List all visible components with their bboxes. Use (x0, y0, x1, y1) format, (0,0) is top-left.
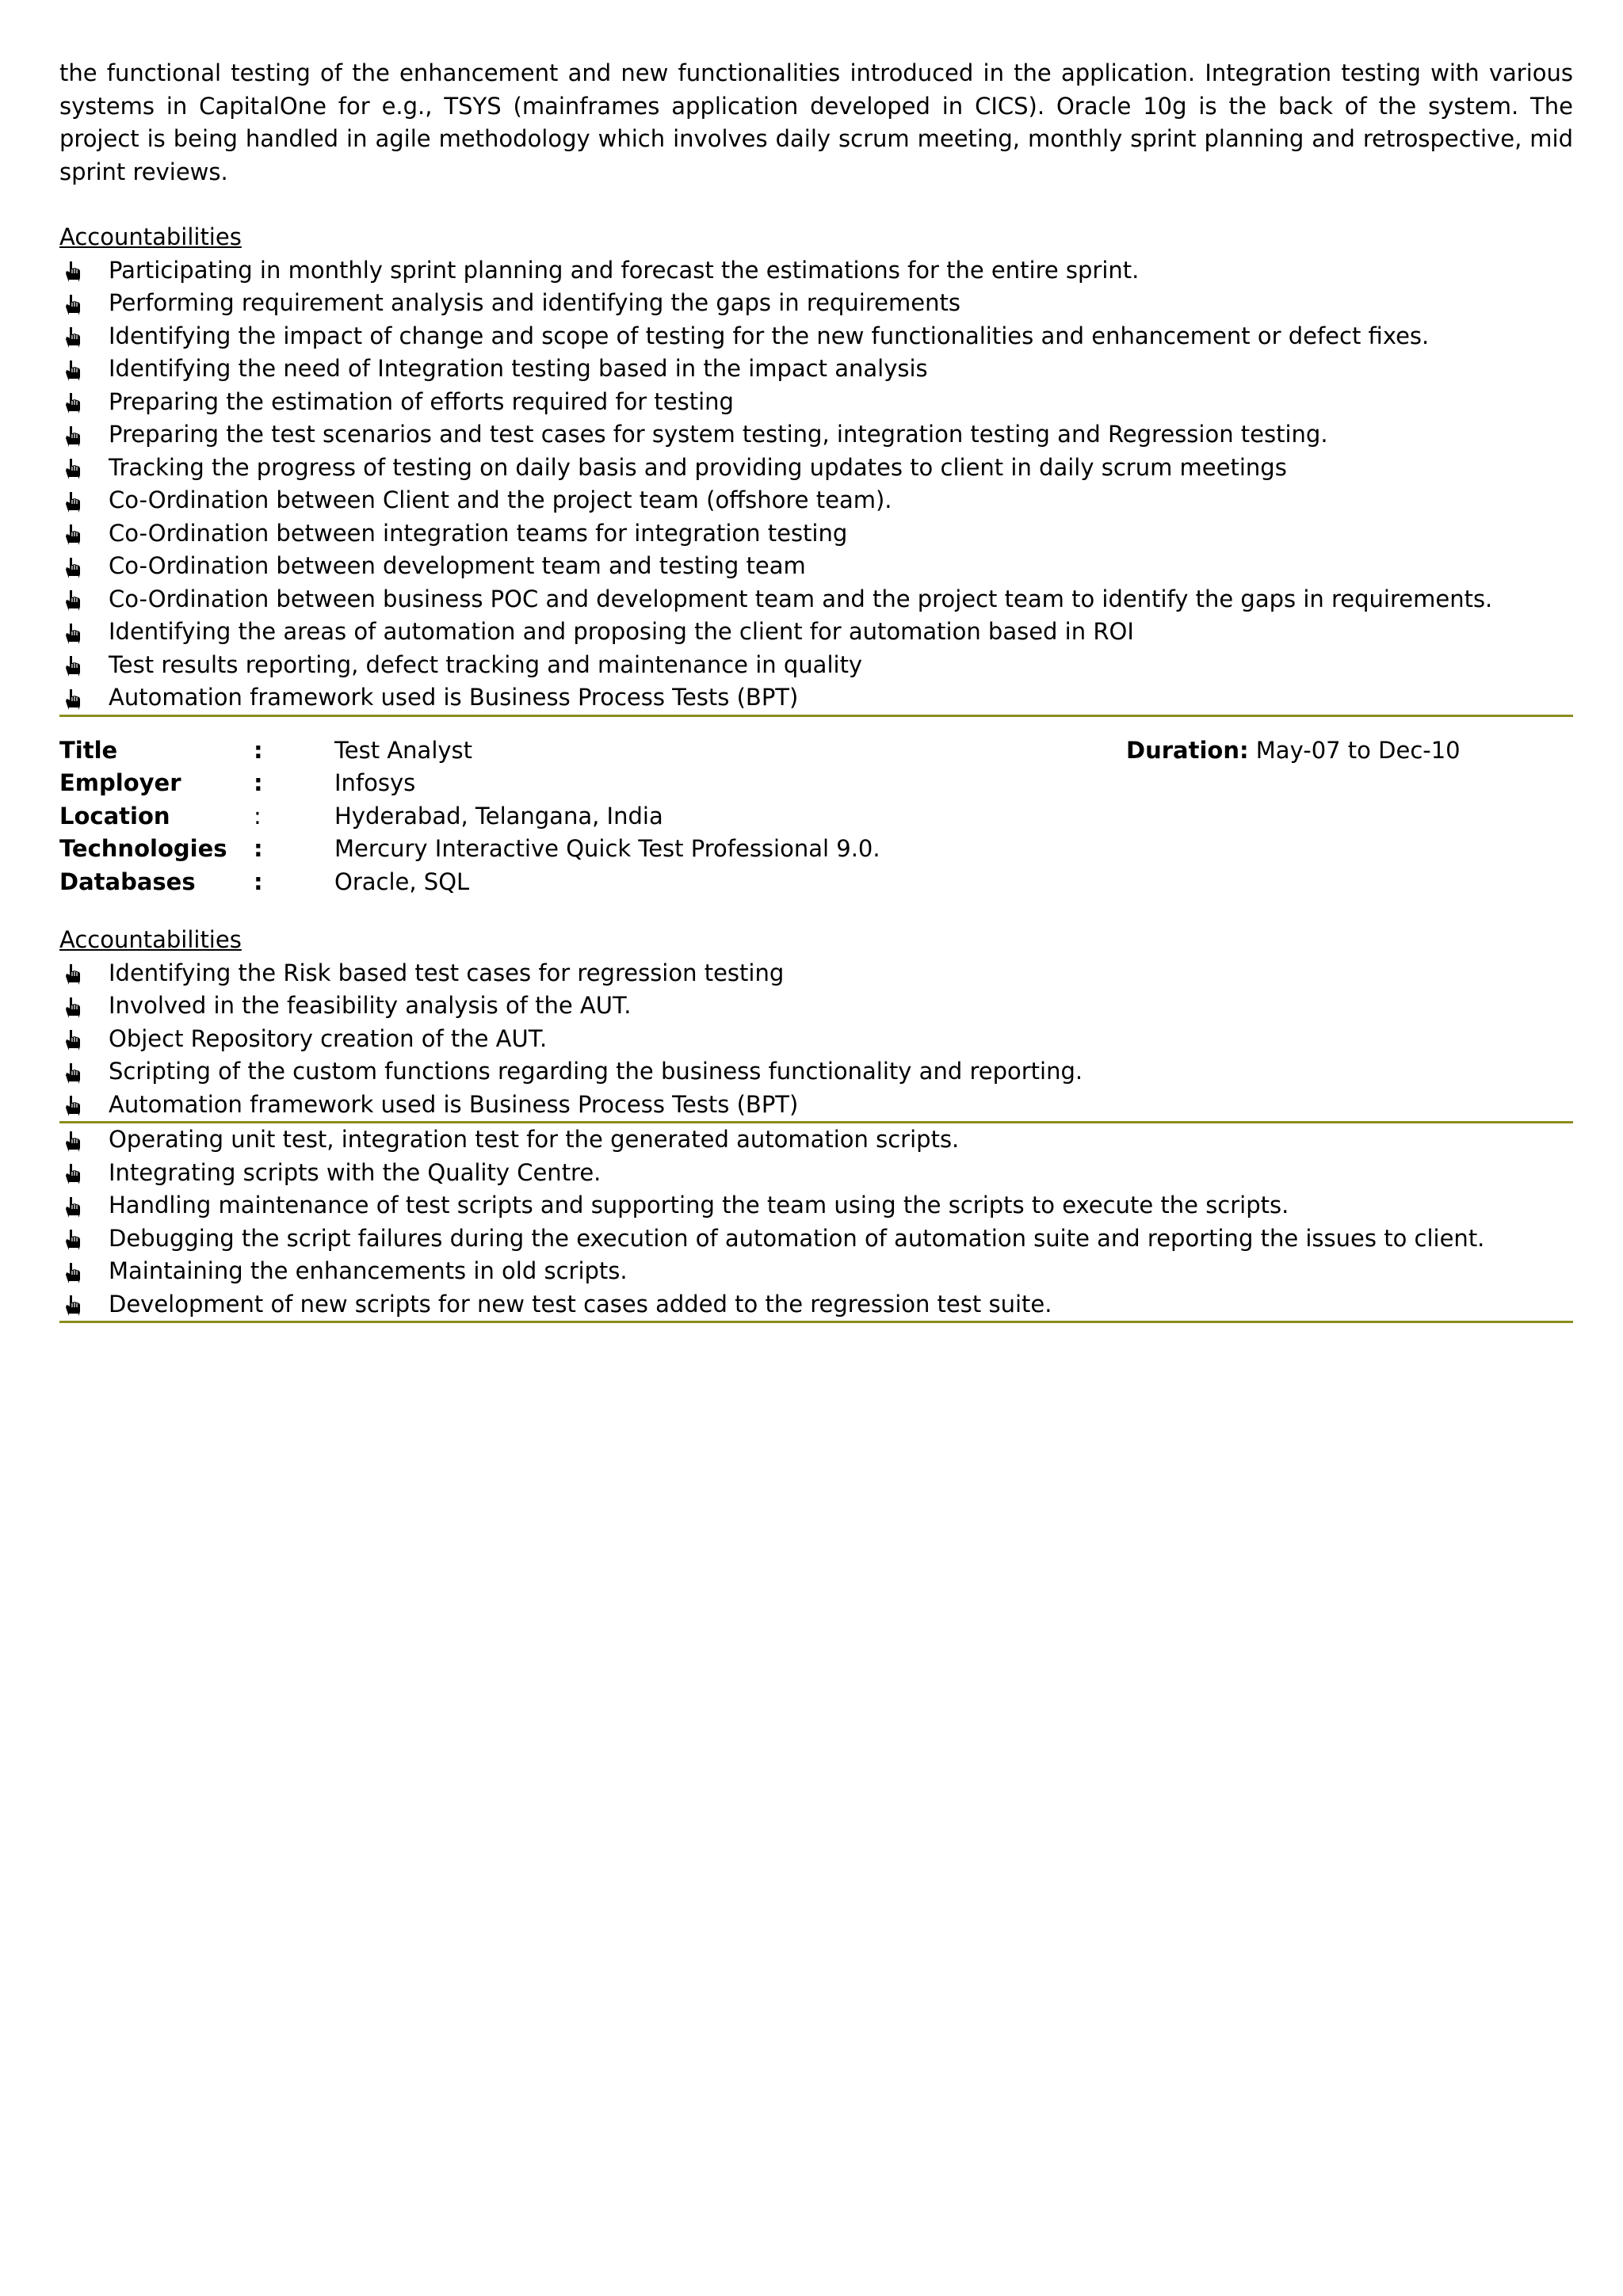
location-separator: : (254, 802, 262, 830)
pointing-hand-icon (64, 555, 82, 578)
list-item-text: Co-Ordination between business POC and development team and the project team to identify the gaps in requirements. (109, 585, 1493, 612)
list-item-text: Involved in the feasibility analysis of the AUT. (109, 992, 632, 1019)
pointing-hand-icon (64, 1093, 82, 1116)
list-item (59, 1189, 1573, 1222)
list-item-text: Co-Ordination between integration teams for integration testing (109, 519, 848, 547)
list-item (59, 616, 1573, 649)
list-item-text: Automation framework used is Business Process Tests (BPT) (109, 684, 799, 711)
pointing-hand-icon (64, 325, 82, 347)
list-item-text: Integrating scripts with the Quality Centre. (109, 1158, 601, 1186)
pointing-hand-icon (64, 358, 82, 380)
list-item-text: Identifying the Risk based test cases for regression testing (109, 959, 785, 986)
spacer (59, 189, 1573, 221)
pointing-hand-icon (64, 259, 82, 281)
pointing-hand-icon (64, 490, 82, 512)
pointing-hand-icon (64, 456, 82, 479)
list-item-text: Test results reporting, defect tracking and maintenance in quality (109, 650, 863, 678)
pointing-hand-icon (64, 292, 82, 315)
list-item (59, 254, 1573, 288)
pointing-hand-icon (64, 995, 82, 1017)
job-title-row (59, 734, 1573, 768)
list-item (59, 517, 1573, 551)
pointing-hand-icon (64, 424, 82, 446)
title-value: Test Analyst (334, 736, 473, 764)
location-value: Hyderabad, Telangana, India (334, 802, 663, 830)
list-item (59, 1288, 1573, 1322)
list-item-text: Co-Ordination between development team and testing team (109, 552, 806, 579)
list-item-text: Object Repository creation of the AUT. (109, 1024, 548, 1052)
list-item (59, 452, 1573, 485)
employer-label: Employer (59, 769, 181, 796)
list-item (59, 649, 1573, 682)
pointing-hand-icon (64, 654, 82, 676)
list-item (59, 287, 1573, 320)
databases-value: Oracle, SQL (334, 868, 470, 895)
pointing-hand-icon (64, 1028, 82, 1050)
list-item-text: Performing requirement analysis and identifying the gaps in requirements (109, 289, 960, 316)
list-item (59, 1023, 1573, 1056)
list-item-text: Preparing the estimation of efforts required for testing (109, 387, 734, 415)
list-item (59, 1089, 1573, 1122)
list-item (59, 353, 1573, 386)
list-item-text: Development of new scripts for new test cases added to the regression test suite. (109, 1290, 1052, 1318)
title-separator: : (254, 736, 263, 764)
databases-separator: : (254, 868, 263, 895)
pointing-hand-icon (64, 1227, 82, 1249)
accountabilities-list-2a (59, 957, 1573, 1122)
list-item-text: Identifying the areas of automation and proposing the client for automation based in ROI (109, 618, 1134, 645)
technologies-row (59, 833, 1573, 866)
list-item-text: Operating unit test, integration test for the generated automation scripts. (109, 1126, 960, 1153)
list-item-text: Maintaining the enhancements in old scripts. (109, 1257, 628, 1284)
list-item-text: Identifying the need of Integration testing based in the impact analysis (109, 355, 928, 382)
list-item (59, 1055, 1573, 1089)
spacer (59, 717, 1573, 734)
title-label: Title (59, 736, 118, 764)
list-item-text: Tracking the progress of testing on daily basis and providing updates to client in daily scrum meetings (109, 453, 1287, 481)
job-details (59, 734, 1573, 899)
duration (1126, 734, 1461, 768)
list-item (59, 681, 1573, 715)
pointing-hand-icon (64, 1161, 82, 1184)
project-description: the functional testing of the enhancement and new functionalities introduced in the application. Integration testing with various systems in CapitalOne for e.g., TSYS (mainframes application developed in CICS). Oracle 10g is the back of the system. The project is being handled in agile methodology which involves daily scrum meeting, monthly sprint planning and retrospective, mid sprint reviews. (59, 59, 1573, 185)
location-label: Location (59, 802, 170, 830)
list-item (59, 583, 1573, 616)
list-item-text: Automation framework used is Business Process Tests (BPT) (109, 1090, 799, 1118)
accountabilities-heading: Accountabilities (59, 223, 242, 250)
duration-label: Duration: (1126, 736, 1249, 764)
list-item (59, 1222, 1573, 1256)
list-item (59, 1255, 1573, 1288)
pointing-hand-icon (64, 687, 82, 709)
list-item (59, 550, 1573, 583)
pointing-hand-icon (64, 962, 82, 984)
list-item (59, 990, 1573, 1023)
list-item (59, 484, 1573, 517)
duration-value: May-07 to Dec-10 (1255, 736, 1461, 764)
section-divider (59, 1321, 1573, 1323)
technologies-value: Mercury Interactive Quick Test Professional 9.0. (334, 835, 880, 862)
employer-separator: : (254, 769, 263, 796)
list-item (59, 386, 1573, 419)
pointing-hand-icon (64, 1195, 82, 1217)
pointing-hand-icon (64, 391, 82, 413)
accountabilities-heading-2: Accountabilities (59, 926, 242, 953)
list-item-text: Participating in monthly sprint planning and forecast the estimations for the entire sprint. (109, 256, 1140, 284)
list-item-text: Co-Ordination between Client and the project team (offshore team). (109, 486, 892, 513)
databases-label: Databases (59, 868, 196, 895)
spacer (59, 898, 1573, 924)
list-item-text: Preparing the test scenarios and test cases for system testing, integration testing and Regression testing. (109, 421, 1328, 448)
pointing-hand-icon (64, 1061, 82, 1083)
employer-value: Infosys (334, 769, 416, 796)
pointing-hand-icon (64, 1261, 82, 1283)
pointing-hand-icon (64, 522, 82, 544)
list-item (59, 418, 1573, 452)
resume-page (59, 57, 1573, 1323)
list-item (59, 1157, 1573, 1190)
pointing-hand-icon (64, 1293, 82, 1315)
accountabilities-list (59, 254, 1573, 715)
list-item-text: Scripting of the custom functions regarding the business functionality and reporting. (109, 1058, 1083, 1085)
pointing-hand-icon (64, 621, 82, 643)
list-item (59, 957, 1573, 990)
employer-row (59, 767, 1573, 800)
technologies-label: Technologies (59, 835, 227, 862)
pointing-hand-icon (64, 1129, 82, 1151)
technologies-separator: : (254, 835, 263, 862)
list-item-text: Debugging the script failures during the execution of automation of automation suite and reporting the issues to client. (109, 1224, 1485, 1252)
pointing-hand-icon (64, 588, 82, 610)
databases-row (59, 866, 1573, 899)
location-row (59, 800, 1573, 833)
list-item (59, 320, 1573, 353)
list-item (59, 1123, 1573, 1157)
accountabilities-list-2b (59, 1123, 1573, 1321)
list-item-text: Identifying the impact of change and scope of testing for the new functionalities and enhancement or defect fixes. (109, 322, 1430, 349)
list-item-text: Handling maintenance of test scripts and supporting the team using the scripts to execute the scripts. (109, 1192, 1289, 1219)
